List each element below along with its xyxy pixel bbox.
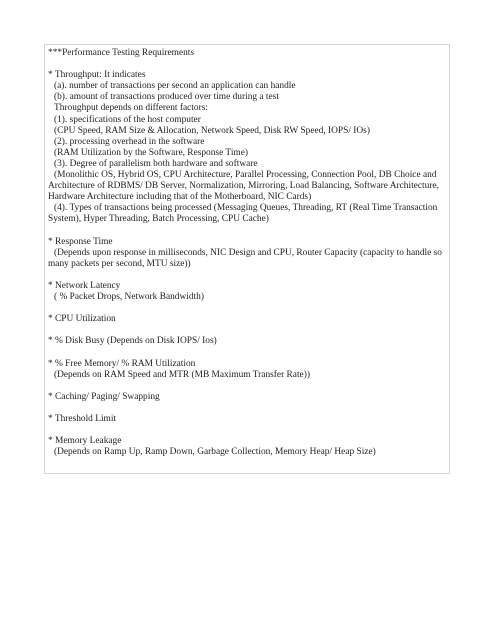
- disk-busy-heading: * % Disk Busy (Depends on Disk IOPS/ Ios): [48, 336, 217, 347]
- throughput-item-a: (a). number of transactions per second an application can handle: [54, 81, 296, 92]
- throughput-factor-3-detail: (Monolithic OS, Hybrid OS, CPU Architecture, Parallel Processing, Connection Pool, DB Choice and Architecture of RDBMS/ DB Server, Normalization, Mirroring, Load Balancing, Software Architecture, Hardware Architecture including that of the Motherboard, NIC Cards): [48, 170, 439, 203]
- cpu-utilization-heading: * CPU Utilization: [48, 314, 116, 325]
- memory-section: [48, 359, 446, 381]
- memory-leakage-detail: (Depends on Ramp Up, Ramp Down, Garbage Collection, Memory Heap/ Heap Size): [54, 447, 376, 458]
- cpu-utilization-section: [48, 314, 446, 325]
- throughput-factor-2: (2). processing overhead in the software: [54, 136, 205, 147]
- throughput-factor-2-detail: (RAM Utilization by the Software, Response Time): [54, 147, 248, 158]
- network-latency-heading: * Network Latency: [48, 280, 121, 291]
- network-latency-section: [48, 281, 446, 303]
- memory-leakage-section: [48, 436, 446, 458]
- throughput-factor-1-detail: (CPU Speed, RAM Size & Allocation, Network Speed, Disk RW Speed, IOPS/ IOs): [54, 125, 370, 136]
- throughput-factor-4: (4). Types of transactions being processed (Messaging Queues, Threading, RT (Real Time Transaction System), Hyper Threading, Batch Processing, CPU Cache): [48, 203, 438, 225]
- document-title: ***Performance Testing Requirements: [48, 48, 195, 58]
- caching-heading: * Caching/ Paging/ Swapping: [48, 391, 160, 402]
- response-time-section: [48, 237, 446, 270]
- threshold-heading: * Threshold Limit: [48, 414, 117, 425]
- memory-leakage-heading: * Memory Leakage: [48, 436, 122, 447]
- throughput-factor-1: (1). specifications of the host computer: [54, 114, 201, 125]
- throughput-factor-3: (3). Degree of parallelism both hardware and software: [54, 158, 258, 169]
- memory-heading: * % Free Memory/ % RAM Utilization: [48, 358, 196, 369]
- throughput-item-b: (b). amount of transactions produced over time during a test: [54, 92, 279, 103]
- caching-section: [48, 392, 446, 403]
- network-latency-detail: ( % Packet Drops, Network Bandwidth): [54, 292, 204, 303]
- throughput-heading: * Throughput: It indicates: [48, 70, 146, 81]
- document-page: [44, 44, 450, 474]
- response-time-heading: * Response Time: [48, 236, 113, 247]
- disk-busy-section: [48, 336, 446, 347]
- title-block: [48, 48, 446, 59]
- throughput-section: [48, 70, 446, 225]
- response-time-detail: (Depends upon response in milliseconds, NIC Design and CPU, Router Capacity (capacity to handle so many packets per second, MTU size)): [48, 247, 442, 269]
- throughput-depends: Throughput depends on different factors:: [54, 103, 208, 114]
- threshold-section: [48, 414, 446, 425]
- memory-detail: (Depends on RAM Speed and MTR (MB Maximum Transfer Rate)): [54, 369, 310, 380]
